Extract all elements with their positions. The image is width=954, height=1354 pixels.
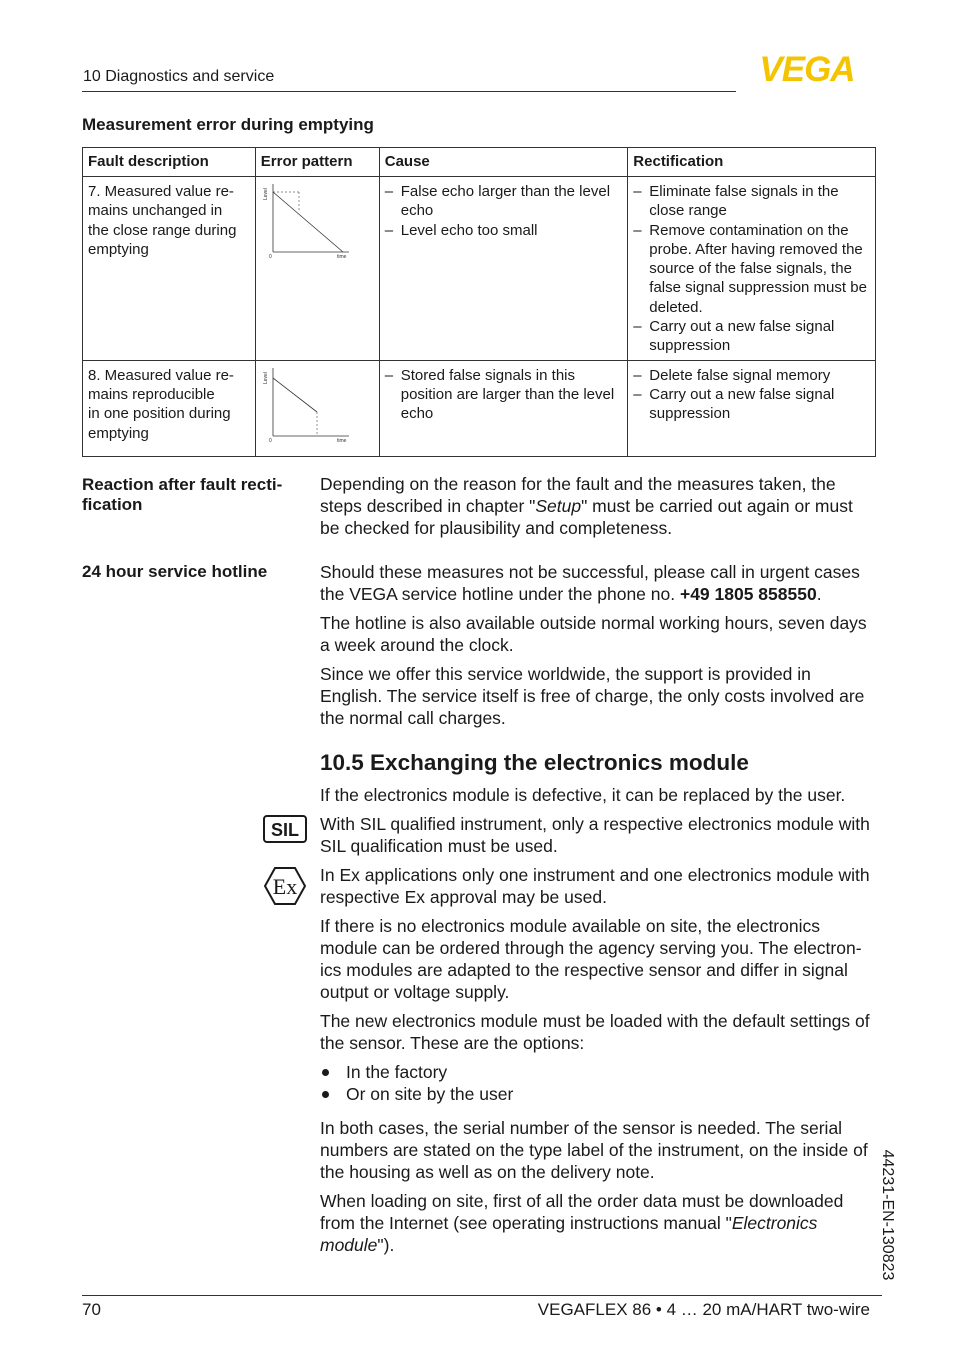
error-pattern-cell [255, 177, 379, 361]
header-rule [82, 91, 736, 92]
ex-icon-text: Ex [272, 874, 298, 899]
ex-icon [264, 867, 306, 905]
paragraph-text: When loading on site, first of all the order data must be downloaded from the Internet (see operating instructions manual " [320, 1191, 844, 1233]
header-fault-description: Fault description [83, 148, 256, 177]
paragraph: The new electronics module must be loaded with the default settings of the sensor. These are the options: [320, 1011, 870, 1053]
chart-level-line [273, 378, 317, 412]
product-title: VEGAFLEX 86 • 4 … 20 mA/HART two-wire [537, 1300, 870, 1319]
list-item: – Eliminate false signals in the close range [633, 182, 870, 221]
rectification-list [633, 366, 870, 424]
list-item: – False echo larger than the level echo [385, 182, 623, 221]
table-row [83, 177, 876, 361]
error-pattern-cell [255, 360, 379, 456]
paragraph [320, 1190, 876, 1256]
section-10-5-body [320, 784, 876, 1263]
options-list [320, 1061, 876, 1105]
sil-note: With SIL qualified instrument, only a respective electronics module with SIL qualification must be used. [320, 814, 870, 856]
error-pattern-chart-7 [261, 182, 351, 262]
chart-y-label: Level [262, 371, 269, 384]
section-title: Measurement error during emptying [82, 115, 374, 134]
chapter-header: 10 Diagnostics and service [83, 68, 275, 85]
document-code-text: 44231-EN-130823 [879, 1149, 896, 1281]
table-header-row [83, 148, 876, 177]
fault-description-cell [83, 177, 256, 361]
reaction-body [320, 473, 876, 546]
chart-y-label: Level [262, 188, 269, 200]
sil-icon [263, 815, 307, 843]
header-error-pattern: Error pattern [255, 148, 379, 177]
hotline-text: Should these measures not be successful, please call in urgent cases the VEGA service hotline under the phone no. [320, 562, 860, 604]
chart-level-line [273, 192, 343, 252]
hotline-text: . [816, 584, 822, 604]
rectification-list [633, 182, 870, 356]
cause-cell [379, 360, 628, 456]
list-item: – Remove contamination on the probe. After having removed the source of the false signals, the false signal suppression must be deleted. [633, 221, 870, 317]
chart-origin-label: 0 [268, 437, 272, 444]
cause-list [385, 366, 623, 424]
header-rectification: Rectification [628, 148, 876, 177]
fault-description: 7. Measured value re- mains unchanged in the close range during emptying [88, 183, 237, 258]
ex-note: In Ex applications only one instrument and one electronics module with respective Ex approval may be used. [320, 865, 870, 907]
chart-x-label: time [336, 437, 347, 444]
reaction-text: Depending on the reason for the fault and the measures taken, the steps described in chapter " [320, 474, 836, 516]
reaction-paragraph [320, 473, 876, 539]
list-item: In the factory [320, 1061, 876, 1083]
hotline-phone-number: +49 1805 858550 [679, 584, 817, 604]
error-pattern-chart-8 [261, 366, 351, 446]
document-code [872, 1130, 902, 1300]
chart-x-label: time [336, 254, 347, 260]
section-heading-10-5: 10.5 Exchanging the electronics module [320, 750, 749, 775]
sil-icon-text: SIL [270, 820, 300, 840]
table-row [83, 360, 876, 456]
paragraph: If the electronics module is defective, it can be replaced by the user. [320, 785, 846, 805]
page-number: 70 [82, 1300, 101, 1319]
fault-table [82, 147, 876, 457]
hotline-paragraph-3: Since we offer this service worldwide, the support is provided in English. The service itself is free of charge, the only costs involved are the normal call charges. [320, 664, 865, 728]
electronics-module-manual-ref: Electronics module [320, 1213, 818, 1255]
list-item: – Carry out a new false signal suppression [633, 385, 870, 424]
list-item: – Level echo too small [385, 221, 623, 240]
footer-rule [82, 1295, 882, 1296]
hotline-body [320, 561, 876, 736]
list-item: – Carry out a new false signal suppression [633, 317, 870, 356]
cause-list [385, 182, 623, 240]
fault-description: 8. Measured value re- mains reproducible in one position during emptying [88, 366, 234, 442]
rectification-cell [628, 177, 876, 361]
hotline-label: 24 hour service hotline [82, 562, 268, 581]
hotline-paragraph-1 [320, 561, 876, 605]
paragraph: If there is no electronics module available on site, the electronics module can be ordered through the agency serving you. The electron-ics modules are adapted to the respective sensor and differ in signal output or voltage supply. [320, 916, 862, 1002]
paragraph-text: "). [377, 1235, 395, 1255]
chart-origin-label: 0 [268, 254, 272, 260]
rectification-cell [628, 360, 876, 456]
setup-chapter-ref: Setup [535, 496, 582, 516]
fault-description-cell [83, 360, 256, 456]
list-item: Or on site by the user [320, 1083, 876, 1105]
header-cause: Cause [379, 148, 628, 177]
hotline-paragraph-2: The hotline is also available outside normal working hours, seven days a week around the clock. [320, 613, 867, 655]
vega-logo [742, 52, 872, 84]
reaction-text: " must be carried out again or must be checked for plausibility and completeness. [320, 496, 853, 538]
list-item: – Stored false signals in this position are larger than the level echo [385, 366, 623, 424]
vega-logo-text: VEGA [759, 52, 855, 84]
reaction-label: Reaction after fault recti- fication [82, 475, 283, 514]
cause-cell [379, 177, 628, 361]
list-item: – Delete false signal memory [633, 366, 870, 385]
paragraph: In both cases, the serial number of the sensor is needed. The serial numbers are stated on the type label of the instrument, on the inside of the housing as well as on the delivery note. [320, 1118, 868, 1182]
